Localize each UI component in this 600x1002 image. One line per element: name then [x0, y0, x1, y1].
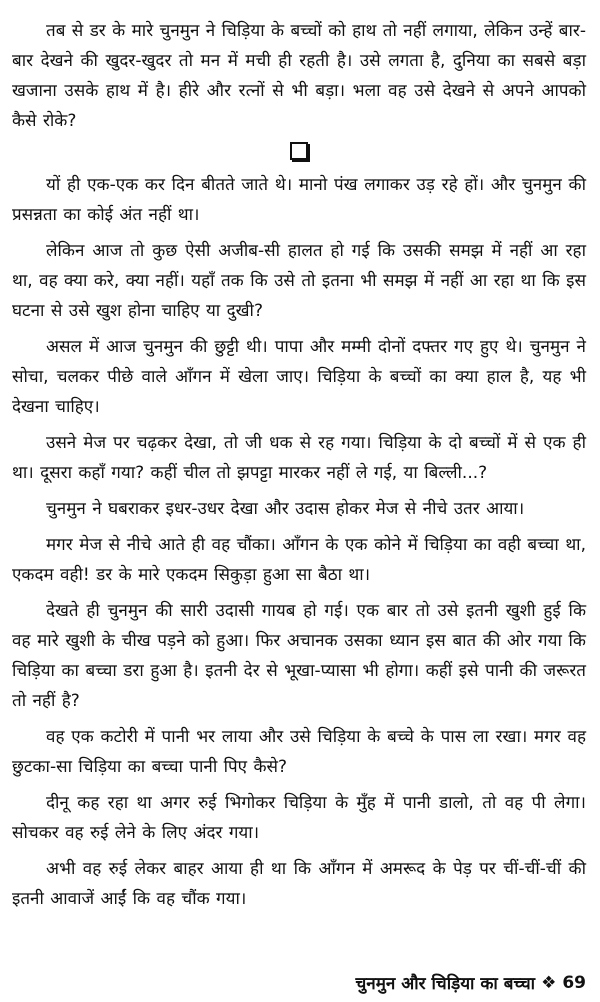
paragraph: वह एक कटोरी में पानी भर लाया और उसे चिड़िया के बच्चे के पास ला रखा। मगर वह छुटका-सा चिड़िया का बच्चा पानी पिए कैसे? [12, 727, 586, 777]
paragraph: उसने मेज पर चढ़कर देखा, तो जी धक से रह गया। चिड़िया के दो बच्चों में से एक ही था। दूसरा कहाँ गया? कहीं चील तो झपट्टा मारकर नहीं ले गई, या बिल्ली...? [12, 433, 586, 483]
paragraph: यों ही एक-एक कर दिन बीतते जाते थे। मानो पंख लगाकर उड़ रहे हों। और चुनमुन की प्रसन्नता का कोई अंत नहीं था। [12, 175, 586, 225]
paragraph: असल में आज चुनमुन की छुट्टी थी। पापा और मम्मी दोनों दफ्तर गए हुए थे। चुनमुन ने सोचा, चलकर पीछे वाले आँगन में खेला जाए। चिड़िया के बच्चों का क्या हाल है, यह भी देखना चाहिए। [12, 337, 586, 417]
paragraph: मगर मेज से नीचे आते ही वह चौंका। आँगन के एक कोने में चिड़िया का वही बच्चा था, एकदम वही! डर के मारे एकदम सिकुड़ा हुआ सा बैठा था। [12, 535, 586, 585]
section-break [12, 142, 586, 164]
paragraph: तब से डर के मारे चुनमुन ने चिड़िया के बच्चों को हाथ तो नहीं लगाया, लेकिन उन्हें बार-बार देखने की खुदर-खुदर तो मन में मची ही रहती है। उसे लगता है, दुनिया का सबसे बड़ा खजाना उसके हाथ में है। हीरे और रत्नों से भी बड़ा। भला वह उसे देखने से अपने आपको कैसे रोके? [12, 21, 586, 131]
page-footer [355, 971, 586, 994]
page-body [12, 16, 586, 920]
paragraph: दीनू कह रहा था अगर रुई भिगोकर चिड़िया के मुँह में पानी डालो, तो वह पी लेगा। सोचकर वह रुई लेने के लिए अंदर गया। [12, 793, 586, 843]
running-title: चुनमुन और चिड़िया का बच्चा [355, 974, 536, 994]
paragraph: अभी वह रुई लेकर बाहर आया ही था कि आँगन में अमरूद के पेड़ पर चीं-चीं-चीं की इतनी आवाजें आईं कि वह चौंक गया। [12, 859, 586, 909]
separator-icon: ❖ [541, 972, 557, 993]
paragraph: देखते ही चुनमुन की सारी उदासी गायब हो गई। एक बार तो उसे इतनी खुशी हुई कि वह मारे खुशी के चीख पड़ने को हुआ। फिर अचानक उसका ध्यान इस बात की ओर गया कि चिड़िया का बच्चा डरा हुआ है। इतनी देर से भूखा-प्यासा भी होगा। कहीं इसे पानी की जरूरत तो नहीं है? [12, 601, 586, 711]
section-break-square-icon [290, 142, 308, 160]
paragraph: चुनमुन ने घबराकर इधर-उधर देखा और उदास होकर मेज से नीचे उतर आया। [46, 499, 525, 519]
paragraph: लेकिन आज तो कुछ ऐसी अजीब-सी हालत हो गई कि उसकी समझ में नहीं आ रहा था, वह क्या करे, क्या नहीं। यहाँ तक कि उसे तो इतना भी समझ में नहीं आ रहा था कि इस घटना से उसे खुश होना चाहिए या दुखी? [12, 241, 586, 321]
page-number: 69 [562, 972, 586, 993]
